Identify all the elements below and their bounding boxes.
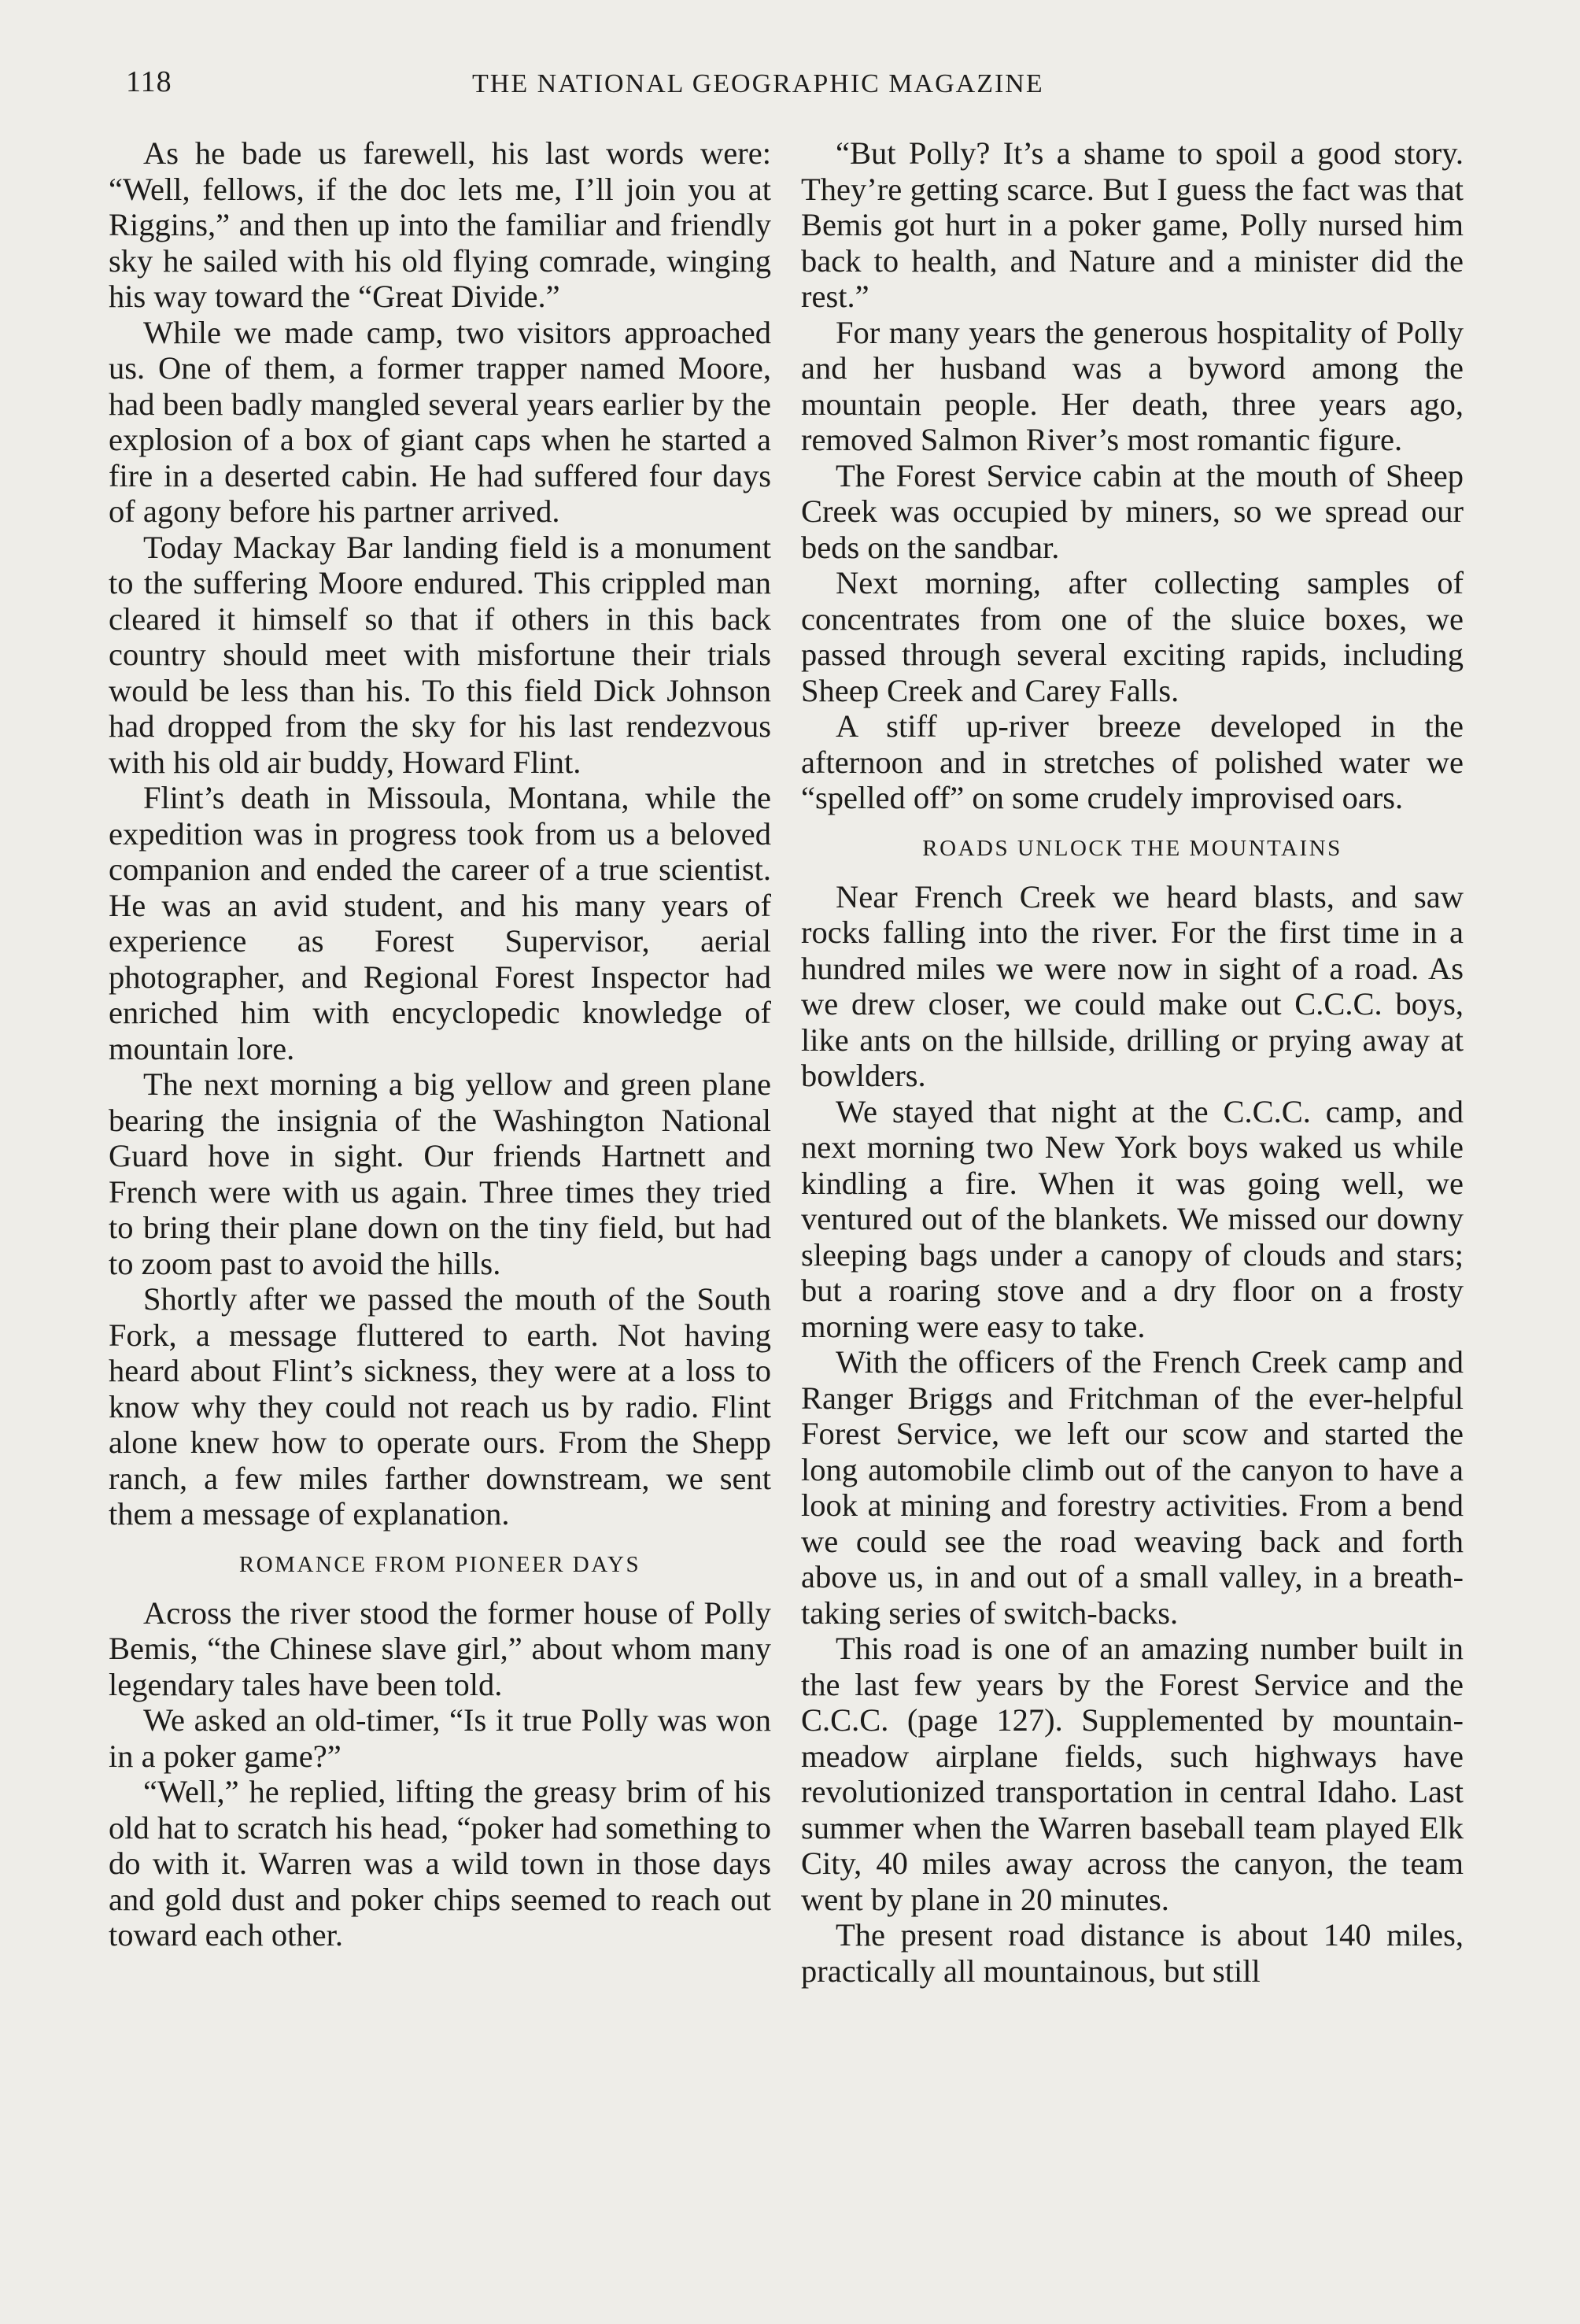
paragraph: We stayed that night at the C.C.C. camp, and next morning two New York boys waked us while kindling a fire. When it was going well, we ventured out of the blankets. We missed our downy sleeping bags under a canopy of clouds and stars; but a roaring stove and a dry floor on a frosty morning were easy to take. bbox=[801, 1093, 1464, 1344]
paragraph: Shortly after we passed the mouth of the South Fork, a message fluttered to earth. Not having heard about Flint’s sickness, they were at a loss to know why they could not reach us by radio. Flint alone knew how to operate ours. From the Shepp ranch, a few miles farther downstream, we sent them a message of explanation. bbox=[109, 1281, 771, 1531]
paragraph: Next morning, after collecting samples of concentrates from one of the sluice boxes, we passed through several exciting rapids, including Sheep Creek and Carey Falls. bbox=[801, 565, 1464, 708]
page-number: 118 bbox=[126, 65, 172, 98]
paragraph: For many years the generous hospitality of Polly and her husband was a byword among the mountain people. Her death, three years ago, removed Salmon River’s most romantic figure. bbox=[801, 314, 1464, 457]
section-heading: ROADS UNLOCK THE MOUNTAINS bbox=[922, 835, 1342, 861]
paragraph: Across the river stood the former house of Polly Bemis, “the Chinese slave girl,” about whom many legendary tales have been told. bbox=[109, 1594, 771, 1702]
paragraph: This road is one of an amazing number built in the last few years by the Forest Service and the C.C.C. (page 127). Supplemented by mountain-meadow airplane fields, such highways have revolutionized transportation in central Idaho. Last summer when the Warren baseball team played Elk City, 40 miles away across the canyon, the team went by plane in 20 minutes. bbox=[801, 1631, 1464, 1917]
paragraph: A stiff up-river breeze developed in the afternoon and in stretches of polished water we “spelled off” on some crudely improvised oars. bbox=[801, 708, 1464, 815]
paragraph: “Well,” he replied, lifting the greasy brim of his old hat to scratch his head, “poker had something to do with it. Warren was a wild town in those days and gold dust and poker chips seemed to reach out toward each other. bbox=[109, 1774, 771, 1953]
paragraph: With the officers of the French Creek camp and Ranger Briggs and Fritchman of the ever-helpful Forest Service, we left our scow and started the long automobile climb out of the canyon to have a look at mining and forestry activities. From a bend we could see the road weaving back and forth above us, in and out of a small valley, in a breath-taking series of switch-backs. bbox=[801, 1344, 1464, 1631]
paragraph: While we made camp, two visitors approached us. One of them, a former trapper named Moore, had been badly mangled several years earlier by the explosion of a box of giant caps when he started a fire in a deserted cabin. He had suffered four days of agony before his partner arrived. bbox=[109, 314, 771, 529]
paragraph: The present road distance is about 140 miles, practically all mountainous, but still bbox=[801, 1917, 1464, 1989]
paragraph: The Forest Service cabin at the mouth of Sheep Creek was occupied by miners, so we spread our beds on the sandbar. bbox=[801, 457, 1464, 565]
left-column bbox=[109, 135, 771, 1953]
paragraph: Today Mackay Bar landing field is a monument to the suffering Moore endured. This crippled man cleared it himself so that if others in this back country should meet with misfortune their trials would be less than his. To this field Dick Johnson had dropped from the sky for his last rendezvous with his old air buddy, Howard Flint. bbox=[109, 529, 771, 780]
paragraph: The next morning a big yellow and green plane bearing the insignia of the Washington National Guard hove in sight. Our friends Hartnett and French were with us again. Three times they tried to bring their plane down on the tiny field, but had to zoom past to avoid the hills. bbox=[109, 1066, 771, 1281]
paragraph: We asked an old-timer, “Is it true Polly was won in a poker game?” bbox=[109, 1702, 771, 1774]
right-column bbox=[801, 135, 1464, 1989]
paragraph: “But Polly? It’s a shame to spoil a good story. They’re getting scarce. But I guess the fact was that Bemis got hurt in a poker game, Polly nursed him back to health, and Nature and a minister did the rest.” bbox=[801, 135, 1464, 314]
paragraph: Near French Creek we heard blasts, and saw rocks falling into the river. For the first time in a hundred miles we were now in sight of a road. As we drew closer, we could make out C.C.C. boys, like ants on the hillside, drilling or prying away at bowlders. bbox=[801, 878, 1464, 1093]
paragraph: As he bade us farewell, his last words were: “Well, fellows, if the doc lets me, I’ll join you at Riggins,” and then up into the familiar and friendly sky he sailed with his old flying comrade, winging his way toward the “Great Divide.” bbox=[109, 135, 771, 314]
section-heading: ROMANCE FROM PIONEER DAYS bbox=[238, 1551, 641, 1577]
paragraph: Flint’s death in Missoula, Montana, while the expedition was in progress took from us a beloved companion and ended the career of a true scientist. He was an avid student, and his many years of experience as Forest Supervisor, aerial photographer, and Regional Forest Inspector had enriched him with encyclopedic knowledge of mountain lore. bbox=[109, 780, 771, 1066]
running-head: THE NATIONAL GEOGRAPHIC MAGAZINE bbox=[472, 69, 1044, 98]
